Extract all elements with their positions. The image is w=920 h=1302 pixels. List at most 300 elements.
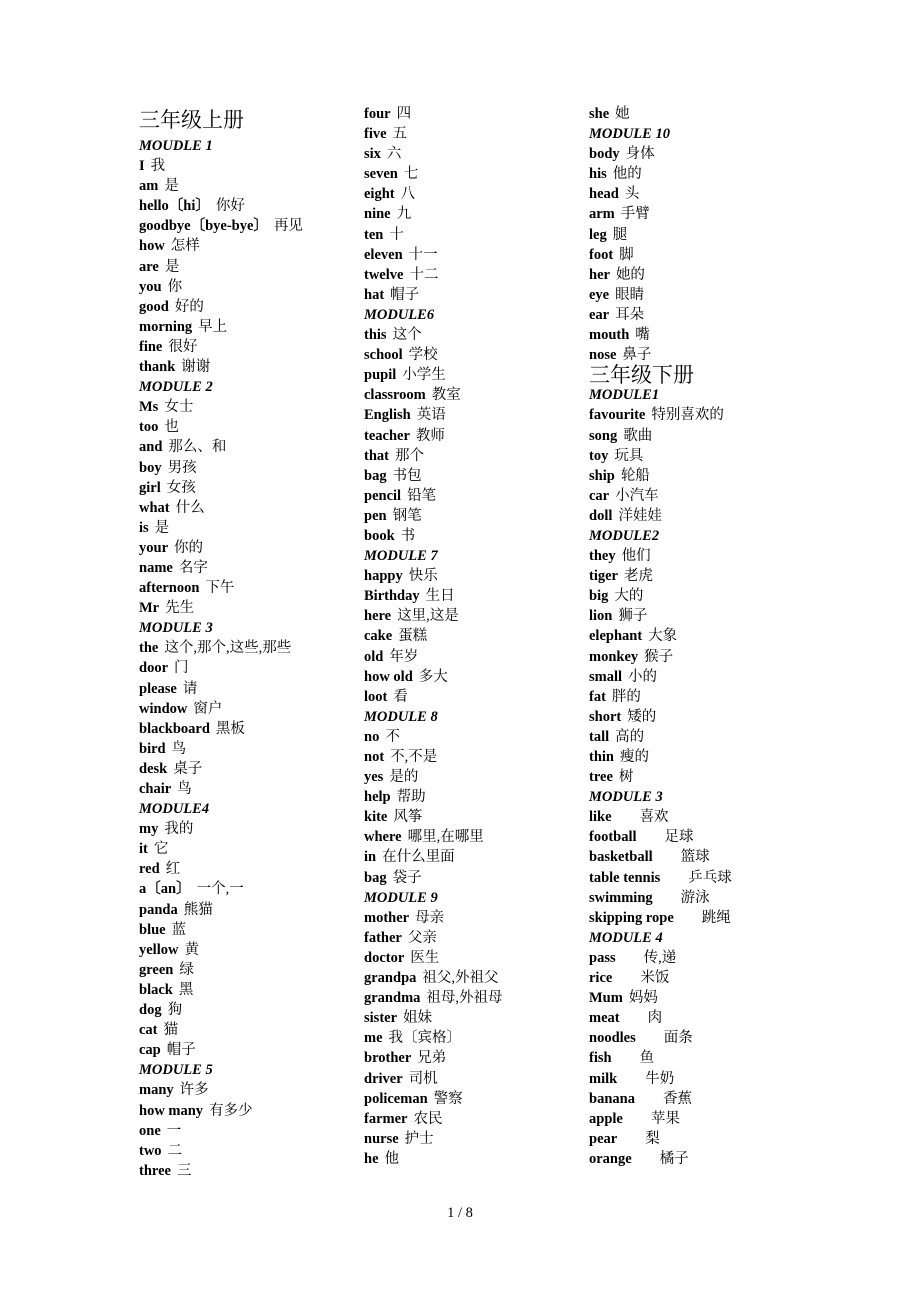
chinese-meaning: 手臂 — [620, 206, 650, 223]
english-word: your — [139, 539, 168, 556]
vocab-entry — [589, 888, 809, 908]
grade-heading: 三年级上册 — [139, 108, 244, 132]
vocab-column-2 — [364, 104, 584, 1169]
chinese-meaning: 苹果 — [650, 1110, 680, 1127]
vocab-entry — [589, 566, 809, 586]
vocab-entry — [139, 1141, 359, 1161]
english-word: pupil — [364, 367, 397, 384]
vocab-entry — [364, 787, 584, 807]
chinese-meaning: 是 — [164, 258, 180, 275]
chinese-meaning: 他们 — [621, 548, 651, 565]
chinese-meaning: 篮球 — [680, 849, 710, 866]
chinese-meaning: 那个 — [394, 447, 424, 464]
vocab-entry — [139, 638, 359, 658]
vocab-entry — [364, 1109, 584, 1129]
vocab-entry — [589, 305, 809, 325]
chinese-meaning: 牛奶 — [645, 1070, 675, 1087]
chinese-meaning: 猴子 — [644, 648, 674, 665]
english-word: meat — [589, 1010, 620, 1027]
english-word: black — [139, 981, 173, 998]
chinese-meaning: 你 — [167, 278, 183, 295]
english-word: blue — [139, 921, 166, 938]
chinese-meaning: 英语 — [416, 407, 446, 424]
vocab-entry — [589, 1109, 809, 1129]
vocab-entry — [589, 405, 809, 425]
chinese-meaning: 你的 — [174, 539, 203, 556]
module-heading: MODULE6 — [364, 306, 435, 323]
english-word: am — [139, 178, 159, 195]
english-word: that — [364, 447, 389, 464]
english-word: pen — [364, 507, 387, 524]
english-word: this — [364, 327, 387, 344]
english-word: bird — [139, 740, 166, 757]
english-word: football — [589, 829, 637, 846]
vocab-entry — [589, 1028, 809, 1048]
chinese-meaning: 她 — [615, 106, 630, 122]
vocab-entry — [364, 566, 584, 586]
chinese-meaning: 鱼 — [639, 1050, 655, 1067]
chinese-meaning: 什么 — [175, 499, 205, 516]
english-word: Birthday — [364, 588, 420, 605]
chinese-meaning: 多大 — [418, 668, 448, 685]
module-heading: MOUDLE 1 — [139, 138, 213, 154]
english-word: in — [364, 849, 377, 866]
english-word: big — [589, 588, 609, 605]
module-heading: MODULE 8 — [364, 708, 438, 725]
chinese-meaning: 不 — [385, 728, 400, 745]
vocab-entry — [139, 879, 359, 899]
vocab-entry — [589, 184, 809, 204]
chinese-meaning: 一 — [166, 1122, 182, 1139]
vocab-entry — [589, 1048, 809, 1068]
vocab-entry — [364, 124, 584, 144]
chinese-meaning: 七 — [403, 166, 419, 183]
english-word: desk — [139, 760, 168, 777]
chinese-meaning: 三 — [176, 1162, 192, 1179]
vocab-entry — [589, 847, 809, 867]
english-word: red — [139, 861, 160, 878]
english-word: school — [364, 347, 403, 364]
vocab-entry — [139, 257, 359, 277]
vocab-entry — [139, 176, 359, 196]
vocab-entry — [139, 196, 359, 216]
module-heading: MODULE4 — [139, 801, 210, 818]
english-word: mother — [364, 909, 410, 926]
english-word: yellow — [139, 941, 179, 958]
english-word: body — [589, 146, 620, 163]
english-word: grandpa — [364, 970, 417, 987]
vocab-entry — [139, 1080, 359, 1100]
english-word: name — [139, 559, 173, 576]
english-word: elephant — [589, 628, 643, 645]
vocab-entry — [589, 1149, 809, 1169]
english-word: green — [139, 961, 174, 978]
chinese-meaning: 你好 — [215, 198, 245, 215]
chinese-meaning: 九 — [396, 206, 412, 223]
chinese-meaning: 谢谢 — [181, 359, 211, 376]
english-word: toy — [589, 447, 609, 464]
chinese-meaning: 喜欢 — [639, 809, 669, 826]
english-word: tree — [589, 769, 613, 786]
chinese-meaning: 梨 — [645, 1130, 660, 1147]
chinese-meaning: 好的 — [174, 298, 204, 315]
chinese-meaning: 十一 — [408, 246, 438, 263]
vocab-entry — [139, 940, 359, 960]
chinese-meaning: 肉 — [647, 1010, 663, 1027]
chinese-meaning: 女孩 — [166, 479, 196, 496]
english-word: fine — [139, 338, 163, 355]
chinese-meaning: 耳朵 — [615, 306, 645, 323]
vocab-entry — [364, 1149, 584, 1169]
chinese-meaning: 它 — [153, 841, 169, 858]
vocab-entry — [139, 598, 359, 618]
vocab-entry — [364, 204, 584, 224]
vocab-entry — [364, 606, 584, 626]
english-word: book — [364, 527, 395, 544]
chinese-meaning: 桌子 — [173, 760, 203, 777]
vocab-entry — [589, 747, 809, 767]
module-heading: MODULE 3 — [589, 789, 663, 806]
english-word: is — [139, 519, 149, 536]
vocab-entry — [364, 325, 584, 345]
vocab-entry — [139, 719, 359, 739]
vocab-entry — [589, 446, 809, 466]
english-word: teacher — [364, 427, 410, 444]
vocab-entry — [589, 225, 809, 245]
chinese-meaning: 这个 — [392, 327, 422, 344]
english-word: Mr — [139, 600, 160, 617]
english-word: ear — [589, 306, 610, 323]
vocab-entry — [364, 868, 584, 888]
english-word: no — [364, 728, 380, 745]
vocab-entry — [589, 988, 809, 1008]
vocab-entry — [364, 506, 584, 526]
vocab-entry — [139, 658, 359, 678]
chinese-meaning: 老虎 — [623, 568, 653, 585]
vocab-entry — [589, 164, 809, 184]
vocab-entry — [364, 526, 584, 546]
vocab-entry — [139, 216, 359, 236]
english-word: me — [364, 1030, 383, 1047]
chinese-meaning: 大象 — [648, 628, 678, 645]
english-word: eleven — [364, 246, 403, 263]
vocab-entry — [364, 807, 584, 827]
english-word: brother — [364, 1050, 412, 1067]
english-word: panda — [139, 901, 178, 918]
vocab-entry — [364, 687, 584, 707]
chinese-meaning: 姐妹 — [403, 1010, 433, 1027]
vocab-entry — [364, 144, 584, 164]
chinese-meaning: 歌曲 — [623, 427, 653, 444]
grade-heading: 三年级下册 — [589, 363, 694, 388]
english-word: here — [364, 608, 392, 625]
vocab-entry — [364, 385, 584, 405]
chinese-meaning: 男孩 — [167, 459, 197, 476]
english-word: lion — [589, 608, 613, 625]
english-word: noodles — [589, 1030, 636, 1047]
english-word: two — [139, 1142, 162, 1159]
vocab-entry — [139, 960, 359, 980]
english-word: monkey — [589, 648, 639, 665]
chinese-meaning: 十 — [389, 226, 404, 243]
chinese-meaning: 六 — [386, 146, 402, 163]
english-word: eye — [589, 286, 610, 303]
chinese-meaning: 蛋糕 — [398, 628, 428, 645]
english-word: policeman — [364, 1090, 428, 1107]
vocab-entry — [589, 466, 809, 486]
english-word: girl — [139, 479, 161, 496]
vocab-entry — [139, 1101, 359, 1121]
english-word: many — [139, 1082, 174, 1099]
vocab-entry — [139, 1121, 359, 1141]
chinese-meaning: 黄 — [184, 941, 199, 958]
chinese-meaning: 司机 — [408, 1070, 438, 1087]
english-word: it — [139, 841, 148, 858]
vocab-entry — [139, 478, 359, 498]
chinese-meaning: 教室 — [431, 387, 461, 404]
vocab-entry — [589, 767, 809, 787]
english-word: rice — [589, 970, 613, 987]
english-word: please — [139, 680, 177, 697]
vocab-entry — [364, 908, 584, 928]
english-word: cap — [139, 1042, 161, 1059]
english-word: mouth — [589, 327, 630, 344]
chinese-meaning: 橘子 — [659, 1150, 689, 1167]
english-word: nose — [589, 347, 617, 364]
vocab-entry — [589, 586, 809, 606]
english-word: five — [364, 126, 387, 143]
english-word: basketball — [589, 849, 653, 866]
english-word: Mum — [589, 990, 623, 1007]
chinese-meaning: 鼻子 — [622, 347, 652, 364]
english-word: fat — [589, 688, 606, 705]
vocab-entry — [364, 1069, 584, 1089]
english-word: skipping rope — [589, 909, 674, 926]
chinese-meaning: 帽子 — [390, 286, 420, 303]
english-word: arm — [589, 206, 615, 223]
chinese-meaning: 大的 — [614, 588, 644, 605]
chinese-meaning: 蓝 — [171, 921, 187, 938]
chinese-meaning: 他 — [384, 1150, 399, 1167]
english-word: father — [364, 929, 402, 946]
english-word: classroom — [364, 387, 426, 404]
vocab-entry — [364, 626, 584, 646]
vocab-entry — [589, 606, 809, 626]
english-word: old — [364, 648, 384, 665]
english-word: not — [364, 749, 385, 765]
chinese-meaning: 袋子 — [392, 869, 422, 886]
english-word: farmer — [364, 1110, 408, 1127]
english-word: pear — [589, 1130, 618, 1147]
chinese-meaning: 高的 — [615, 728, 645, 745]
english-word: English — [364, 407, 411, 424]
chinese-meaning: 小的 — [628, 668, 658, 685]
vocab-entry — [364, 647, 584, 667]
vocab-entry — [589, 285, 809, 305]
english-word: bag — [364, 467, 387, 484]
vocab-entry — [589, 104, 809, 124]
vocab-entry — [364, 767, 584, 787]
chinese-meaning: 父亲 — [407, 929, 437, 946]
chinese-meaning: 母亲 — [415, 909, 445, 926]
vocab-entry — [139, 1020, 359, 1040]
chinese-meaning: 胖的 — [611, 688, 641, 705]
english-word: they — [589, 548, 616, 565]
chinese-meaning: 身体 — [625, 146, 655, 163]
english-word: favourite — [589, 407, 646, 424]
chinese-meaning: 一个,一 — [196, 881, 244, 898]
vocab-entry — [589, 968, 809, 988]
english-word: apple — [589, 1110, 623, 1127]
vocab-entry — [139, 417, 359, 437]
chinese-meaning: 狗 — [167, 1002, 183, 1019]
vocab-entry — [364, 426, 584, 446]
vocab-entry — [589, 1008, 809, 1028]
vocab-entry — [589, 426, 809, 446]
module-heading: MODULE2 — [589, 527, 660, 544]
vocab-column-3 — [589, 104, 809, 1169]
chinese-meaning: 足球 — [664, 829, 694, 846]
chinese-meaning: 他的 — [612, 166, 642, 183]
chinese-meaning: 学校 — [408, 347, 438, 364]
vocab-entry — [589, 807, 809, 827]
english-word: banana — [589, 1090, 635, 1107]
vocab-entry — [139, 277, 359, 297]
vocab-entry — [139, 779, 359, 799]
english-word: one — [139, 1122, 161, 1139]
english-word: good — [139, 298, 169, 315]
vocab-entry — [139, 337, 359, 357]
english-word: song — [589, 427, 618, 444]
vocab-entry — [139, 538, 359, 558]
chinese-meaning: 黑 — [178, 981, 194, 998]
module-heading: MODULE 5 — [139, 1062, 213, 1079]
vocab-entry — [364, 104, 584, 124]
chinese-meaning: 猫 — [163, 1022, 179, 1039]
english-word: window — [139, 700, 188, 717]
vocab-entry — [364, 446, 584, 466]
chinese-meaning: 轮船 — [620, 467, 650, 484]
english-word: orange — [589, 1150, 632, 1167]
english-word: chair — [139, 781, 172, 797]
vocab-entry — [589, 245, 809, 265]
english-word: hello〔hi〕 — [139, 198, 210, 215]
chinese-meaning: 是 — [154, 519, 170, 536]
chinese-meaning: 有多少 — [209, 1102, 253, 1119]
vocab-entry — [589, 1129, 809, 1149]
english-word: foot — [589, 246, 614, 263]
english-word: cake — [364, 628, 393, 645]
chinese-meaning: 我〔宾格〕 — [388, 1030, 462, 1047]
english-word: too — [139, 419, 159, 436]
english-word: my — [139, 821, 159, 838]
english-word: blackboard — [139, 720, 210, 737]
vocab-entry — [139, 980, 359, 1000]
chinese-meaning: 门 — [174, 660, 189, 677]
chinese-meaning: 早上 — [198, 318, 228, 335]
english-word: milk — [589, 1070, 618, 1087]
english-word: twelve — [364, 266, 404, 283]
vocab-entry — [364, 847, 584, 867]
english-word: grandma — [364, 990, 421, 1007]
vocab-entry — [139, 498, 359, 518]
english-word: thank — [139, 359, 176, 376]
chinese-meaning: 风筝 — [393, 809, 423, 826]
chinese-meaning: 米饭 — [640, 970, 670, 987]
vocab-entry — [364, 948, 584, 968]
chinese-meaning: 快乐 — [408, 568, 438, 585]
vocab-entry — [139, 236, 359, 256]
vocab-entry — [589, 506, 809, 526]
chinese-meaning: 绿 — [179, 961, 194, 978]
chinese-meaning: 下午 — [205, 580, 235, 597]
vocab-entry — [364, 586, 584, 606]
english-word: a〔an〕 — [139, 881, 191, 898]
vocab-entry — [364, 1129, 584, 1149]
english-word: dog — [139, 1002, 162, 1019]
chinese-meaning: 是的 — [389, 769, 419, 786]
vocab-entry — [589, 345, 809, 365]
chinese-meaning: 嘴 — [635, 327, 650, 344]
vocab-entry — [139, 297, 359, 317]
vocab-column-1 — [139, 104, 359, 1181]
english-word: his — [589, 166, 607, 183]
vocab-entry — [364, 225, 584, 245]
vocab-entry — [364, 747, 584, 767]
vocab-entry — [139, 578, 359, 598]
english-word: her — [589, 266, 610, 283]
english-word: yes — [364, 769, 384, 786]
chinese-meaning: 也 — [164, 419, 179, 436]
vocab-entry — [589, 647, 809, 667]
vocab-entry — [589, 667, 809, 687]
vocab-entry — [139, 458, 359, 478]
vocab-entry — [364, 365, 584, 385]
chinese-meaning: 帽子 — [166, 1042, 196, 1059]
module-heading: MODULE 10 — [589, 126, 670, 143]
chinese-meaning: 这个,那个,这些,那些 — [164, 640, 292, 657]
english-word: tiger — [589, 568, 618, 585]
english-word: head — [589, 186, 619, 203]
english-word: kite — [364, 809, 388, 826]
chinese-meaning: 我的 — [164, 821, 194, 838]
module-heading: MODULE 4 — [589, 929, 663, 946]
vocab-entry — [139, 317, 359, 337]
english-word: ship — [589, 467, 615, 484]
chinese-meaning: 护士 — [404, 1130, 434, 1147]
module-heading: MODULE1 — [589, 387, 660, 404]
chinese-meaning: 二 — [167, 1142, 183, 1159]
english-word: the — [139, 640, 159, 657]
module-heading: MODULE 9 — [364, 889, 438, 906]
chinese-meaning: 熊猫 — [183, 901, 213, 918]
chinese-meaning: 书 — [400, 527, 416, 544]
vocab-entry — [589, 204, 809, 224]
chinese-meaning: 年岁 — [389, 648, 419, 665]
english-word: four — [364, 106, 391, 122]
vocab-entry — [364, 466, 584, 486]
vocab-entry — [364, 968, 584, 988]
chinese-meaning: 传,递 — [643, 949, 677, 966]
vocab-entry — [364, 486, 584, 506]
vocab-entry — [364, 184, 584, 204]
chinese-meaning: 脚 — [619, 246, 634, 263]
english-word: three — [139, 1162, 171, 1179]
chinese-meaning: 书包 — [392, 467, 422, 484]
vocab-entry — [364, 1028, 584, 1048]
vocab-entry — [589, 265, 809, 285]
english-word: door — [139, 660, 168, 677]
